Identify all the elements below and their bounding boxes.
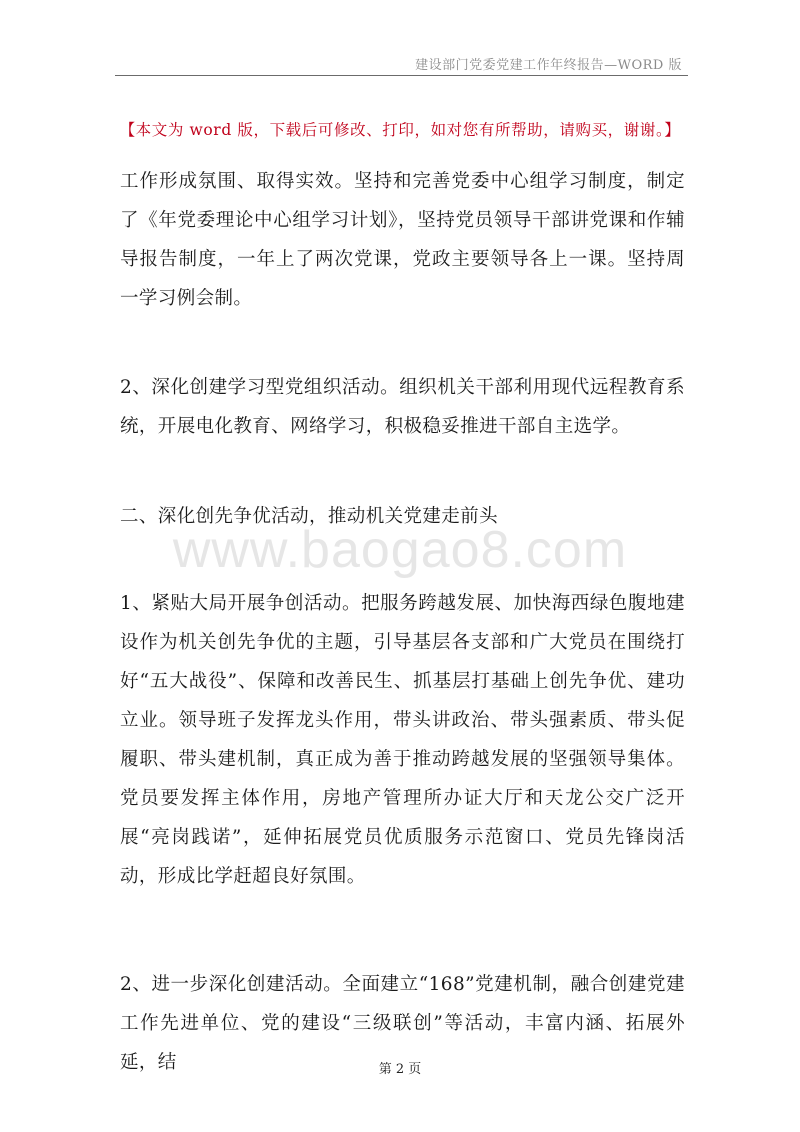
page-number: 第 2 页 (378, 1062, 422, 1077)
paragraph-study-system: 工作形成氛围、取得实效。坚持和完善党委中心组学习制度，制定了《年党委理论中心组学习计划》，坚持党员领导干部讲党课和作辅导报告制度，一年上了两次党课，党政主要领导各上一课。坚持周一学习例会制。 (120, 171, 685, 309)
body-block-3 (120, 497, 685, 536)
purchase-notice: 【本文为 word 版，下载后可修改、打印，如对您有所帮助，请购买，谢谢。】 (119, 121, 681, 139)
paragraph-learning-org: 2、深化创建学习型党组织活动。组织机关干部利用现代远程教育系统，开展电化教育、网络学习，积极稳妥推进干部自主选学。 (120, 377, 685, 437)
header-title: 建设部门党委党建工作年终报告—WORD 版 (415, 58, 682, 73)
paragraph-competition: 1、紧贴大局开展争创活动。把服务跨越发展、加快海西绿色腹地建设作为机关创先争优的主题，引导基层各支部和广大党员在围绕打好“五大战役”、保障和改善民生、抓基层打基础上创先争优、建功立业。领导班子发挥龙头作用，带头讲政治、带头强素质、带头促履职、带头建机制，真正成为善于推动跨越发展的坚强领导集体。党员要发挥主体作用，房地产管理所办证大厅和天龙公交广泛开展“亮岗践诺”，延伸拓展党员优质服务示范窗口、党员先锋岗活动，形成比学赶超良好氛围。 (120, 593, 685, 887)
header-divider (115, 75, 688, 76)
watermark: www.baogao8.com (172, 521, 628, 579)
paragraph-deepen-creation: 2、进一步深化创建活动。全面建立“168”党建机制，融合创建党建工作先进单位、党的建设“三级联创”等活动，丰富内涵、拓展外延，结 (120, 974, 685, 1073)
body-block-4 (120, 584, 685, 896)
body-block-2 (120, 368, 685, 446)
body-block-1 (120, 162, 685, 318)
section-heading: 二、深化创先争优活动，推动机关党建走前头 (120, 506, 499, 527)
